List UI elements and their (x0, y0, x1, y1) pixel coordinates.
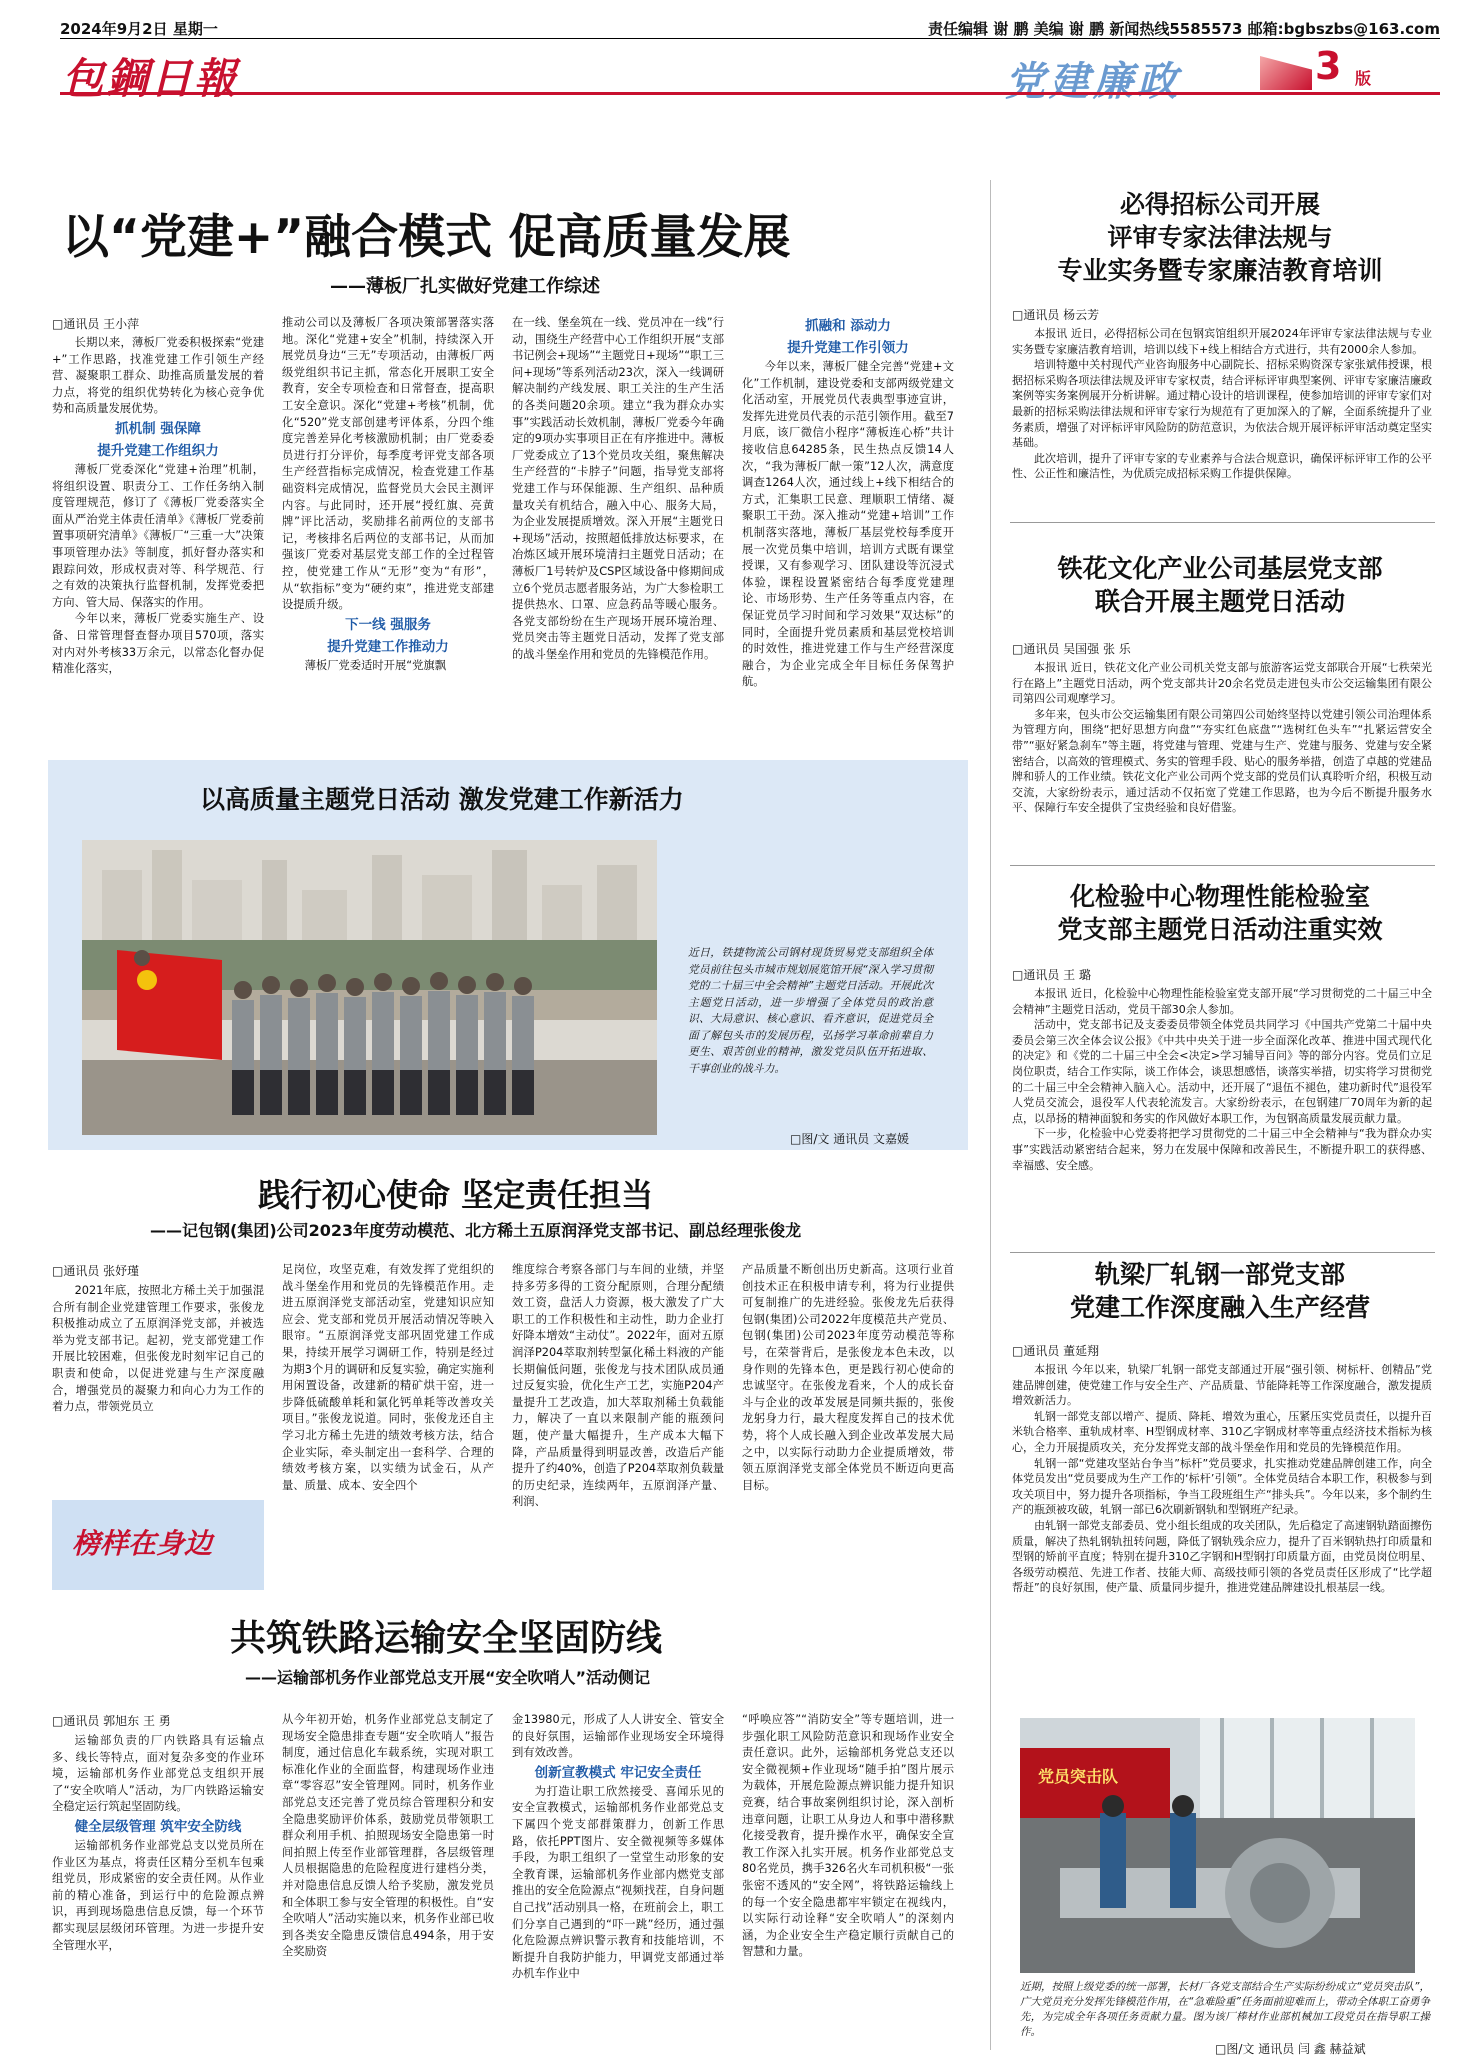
article2-col4: 产品质量不断创出历史新高。这项行业首创技术正在积极申请专利，将为行业提供可复制推广的先进经验。张俊龙先后获得包钢(集团)公司2022年度模范共产党员、包钢(集团)公司2023年度劳动模范等称号，在荣誉背后，是张俊龙本色未改，以身作则的先锋本色，更是践行初心使命的忠诚坚守。在张俊龙看来，个人的成长奋斗与企业的改革发展是同频共振的，张俊龙躬身力行，最大程度发挥自己的技术优势，将个人成长融入到企业改革发展大局之中，以实际行动助力企业提质增效，带领五原润泽党支部全体党员不断迈向更高目标。 (742, 1263, 954, 1492)
issue-date: 2024年9月2日 星期一 (60, 20, 218, 38)
article3-col2: 从今年初开始，机务作业部党总支制定了现场安全隐患排查专题“安全吹哨人”报告制度，通过信息化车载系统，实现对职工标准化作业的全面监督，构建现场作业违章“零容忍”安全管理网。同时，机务作业部党总支还完善了党员综合管理积分和安全隐患奖励评价体系，鼓励党员带领职工群众利用手机、拍照现场安全隐患第一时间拍照上传至作业部管理群，各层级管理人员根据隐患的危险程度进行建档分类，并对隐患信息反馈人给予奖励，激发党员和全体职工参与安全管理的积极性。自“安全吹哨人”活动实施以来，机务作业部已收到各类安全隐患反馈信息494条，用于安全奖励资 (282, 1713, 494, 1959)
r4-caption: 近期，按照上级党委的统一部署，长材厂各党支部结合生产实际纷纷成立“党员突击队”，广大党员充分发挥先锋模范作用，在“急难险重”任务面前迎难而上，带动全体职工奋勇争先，为完成全年各项任务贡献力量。图为该厂棒材作业部机械加工段党员在指导职工操作。 (1020, 1981, 1430, 2038)
r-divider (1010, 865, 1435, 866)
r3-byline: □通讯员 王 璐 (1012, 968, 1091, 982)
r-divider (1010, 522, 1435, 523)
box-credit: □图/文 通讯员 文嘉媛 (790, 1132, 910, 1146)
article3-heading1: 健全层级管理 筑牢安全防线 (74, 1818, 242, 1835)
article1-col1: 长期以来，薄板厂党委积极探索“党建+”工作思路，找准党建工作引领生产经营、凝聚职工群众、助推高质量发展的着力点，将党的组织优势转化为核心竞争优势和高质量发展优势。 抓机制 强保障 提升党建工作组织力 薄板厂党委深化“党建+治理”机制，将组织设置、职责分工、工作任务纳入制度管理规范，修订了《薄板厂党委落实全面从严治党主体责任清单》《薄板厂党委前置事项研究清单》《薄板厂“三重一大”决策事项管理办法》等制度，抓好督办落实和跟踪问效，形成权责对等、科学规范、行之有效的决策执行监督机制，发挥党委把方向、管大局、保落实的作用。 今年以来，薄板厂党委实施生产、设备、日常管理督查督办项目570项，落实对内对外考核33万余元，以常态化督办促精准化落实， (52, 336, 264, 676)
newspaper-logo: 包鋼日報 (62, 54, 239, 103)
column-separator (990, 180, 991, 2050)
article1-heading2: 提升党建工作组织力 (97, 442, 219, 459)
group-photo (82, 840, 657, 1135)
article3-col4: “呼唤应答”“消防安全”等专题培训，进一步强化职工风险防范意识和现场作业安全责任意识。此外，运输部机务党总支还以安全微视频+作业现场“随手拍”图片展示为载体，开展危险源点辨识能力提升知识竞赛，结合事故案例组织讨论，深入剖析违章问题，让职工从身边人和事中潜移默化接受教育，提升操作水平，确保安全宣教工作深入扎实开展。机务作业部党总支80名党员，携手326名火车司机积极“一张张密不透风的“安全网”，将铁路运输线上的每一个安全隐患都牢牢锁定在视线内，以实际行动诠释“安全吹哨人”的深刻内涵，为企业安全生产稳定顺行贡献自己的智慧和力量。 (742, 1713, 954, 1959)
article1-heading1: 抓机制 强保障 (115, 420, 201, 437)
r1-body: 本报讯 近日，必得招标公司在包钢宾馆组织开展2024年评审专家法律法规与专业实务暨专家廉洁教育培训，培训以线下+线上相结合方式进行，共有2000余人参加。 培训特邀中关村现代产业咨询服务中心副院长、招标采购资深专家张斌伟授课，根据招标采购各项法律法规及评审专家权责，结合评标评审典型案例、评审专家廉洁廉政案例等实务案例展开分析讲解。通过精心设计的培训课程，使参加培训的评审专家们对最新的招标采购法律法规和评审专家行为规范有了更加深入的了解，全面系统提升了业务素质，增强了对评标评审风险防的防范意识，为依法合规开展评标评审活动奠定坚实基础。 此次培训，提升了评审专家的专业素养与合法合规意识，确保评标评审工作的公平性、公正性和廉洁性，为优质完成招标采购工作提供保障。 (1012, 327, 1432, 481)
r2-byline: □通讯员 吴国强 张 乐 (1012, 642, 1131, 656)
r1-byline: □通讯员 杨云芳 (1012, 308, 1100, 322)
article3-title: 共筑铁路运输安全坚固防线 (230, 1618, 663, 1659)
factory-photo-svg (1020, 1718, 1415, 1973)
r4-body: 本报讯 今年以来，轨梁厂轧钢一部党支部通过开展“强引领、树标杆、创精品”党建品牌创建，使党建工作与安全生产、产品质量、节能降耗等工作深度融合，激发提质增效新活力。 轧钢一部党支部以增产、提质、降耗、增效为重心，压紧压实党员责任，以提升百米轨合格率、重轨成材率、H型钢成材率、310乙字钢成材率等重点经济技术指标为核心，全力开展提质攻关，充分发挥党支部的战斗堡垒作用和党员的先锋模范作用。 轧钢一部“党建攻坚站台争当”标杆”党员要求，扎实推动党建品牌创建工作，向全体党员发出“党员要成为生产工作的‘标杆’引领”。全体党员结合本职工作，积极参与到攻关项目中，努力提升各项指标，争当工段班组生产“排头兵”。今年以来，多个制约生产的瓶颈被攻破，轧钢一部已6次刷新钢轨和型钢班产纪录。 由轧钢一部党支部委员、党小组长组成的攻关团队，先后稳定了高速钢轨踏面擦伤质量，解决了热轧钢轨扭转问题，降低了钢轨残余应力，提升了百米钢轨热打印质量和型钢的矫前平直度；特别在提升310乙字钢和H型钢打印质量方面，由党员岗位明星、各级劳动模范、先进工作者、技能大师、高级技师引领的各党员责任区形成了“比学超帮赶”的良好氛围，使产量、质量同步提升，推进党建品牌建设扎根基层一线。 (1012, 1363, 1432, 1595)
r2-title: 铁花文化产业公司基层党支部 联合开展主题党日活动 (1057, 554, 1383, 616)
banner-text: 榜样在身边 (72, 1527, 213, 1560)
article1-heading5: 抓融和 添动力 (805, 318, 891, 334)
article1-heading3: 下一线 强服务 (345, 616, 431, 633)
section-title: 党建廉政 (1005, 58, 1181, 105)
article2-col1: 2021年底，按照北方稀土关于加强混合所有制企业党建管理工作要求，张俊龙积极推动成立了五原润泽党支部，并被选举为党支部书记。起初，党支部党建工作开展比较困难，但张俊龙时刻牢记自己的职责和使命，以促进党建与生产深度融合，增强党员的凝聚力和向心力为工作的着力点，带领党员立 (52, 1284, 264, 1414)
article1-subtitle: ——薄板厂扎实做好党建工作综述 (330, 276, 600, 297)
editor-info: 责任编辑 谢 鹏 美编 谢 鹏 新闻热线5585573 邮箱:bgbszbs@163.com (928, 20, 1440, 38)
article3-byline: □通讯员 郭旭东 王 勇 (52, 1714, 171, 1728)
article2-byline: □通讯员 张妤瑾 (52, 1264, 140, 1278)
article2-col3: 维度综合考察各部门与车间的业绩，并坚持多劳多得的工资分配原则，合理分配绩效工资，盘活人力资源，极大激发了广大职工的工作积极性和主动性，助力企业打好降本增效“主动仗”。2022年，面对五原润泽P204萃取剂转型氯化稀土料液的产能长期偏低问题，张俊龙与技术团队成员通过反复实验，优化生产工艺，实施P204产量提升工艺改造，加大萃取剂稀土负载能力，解决了一直以来限制产能的瓶颈问题，使产量大幅提升，生产成本大幅下降，产品质量得到明显改善，改造后产能提升了约40%，创造了P204萃取剂负载量的历史纪录，连续两年，五原润泽产量、利润、 (512, 1263, 724, 1509)
masthead-rule (60, 92, 1440, 95)
article1-byline: □通讯员 王小萍 (52, 317, 140, 331)
r4-byline: □通讯员 董延翔 (1012, 1344, 1100, 1358)
r2-body: 本报讯 近日，铁花文化产业公司机关党支部与旅游客运党支部联合开展“七秩荣光 行在路上”主题党日活动，两个党支部共计20余名党员走进包头市公交运输集团有限公司第四公司观摩学习。 多年来，包头市公交运输集团有限公司第四公司始终坚持以党建引领公司治理体系为管理方向，围绕“把好思想方向盘”“夯实红色底盘”“选树红色头车”“扎紧运营安全带”“驱好紧急刹车”等主题，将党建与管理、党建与生产、党建与服务、党建与安全紧密结合，以高效的管理模式、务实的管理手段、贴心的服务举措，创造了卓越的党建品牌和骄人的工作业绩。铁花文化产业公司两个党支部的党员们认真聆听介绍，积极互动交流，大家纷纷表示，通过活动不仅拓宽了党建工作思路，也为今后不断提升服务水平、保障行车安全提供了宝贵经验和良好借鉴。 (1012, 661, 1432, 815)
factory-photo (1020, 1718, 1415, 1973)
top-bar (60, 18, 1440, 39)
article2-col2: 足岗位，攻坚克难，有效发挥了党组织的战斗堡垒作用和党员的先锋模范作用。走进五原润泽党支部活动室，党建知识应知应会、党支部和党员开展活动情况等映入眼帘。“五原润泽党支部巩固党建工作成果，持续开展学习调研工作，特别是经过为期3个月的调研和反复实验，确定实施利用闲置设备，改建新的精矿烘干窑，进一步降低硫酸单耗和氯化钙单耗等改善攻关项目。”张俊龙说道。同时，张俊龙还自主学习北方稀土先进的绩效考核方法，结合企业实际，牵头制定出一套科学、合理的绩效考核方案，以实绩为试金石，从产量、质量、成本、安全四个 (282, 1263, 494, 1492)
article3-heading2: 创新宣教模式 牢记安全责任 (534, 1764, 702, 1781)
r4-credit: □图/文 通讯员 闫 鑫 赫益斌 (1215, 2042, 1366, 2056)
article1-col2: 推动公司以及薄板厂各项决策部署落实落地。深化“党建+安全”机制，持续深入开展党员身边“三无”专项活动，由薄板厂两级党组织书记主抓，常态化开展职工安全教育，安全专项检查和日常督查，提高职工安全意识。深化“党建+考核”机制，优化“520”党支部创建考评体系，分四个维度完善差异化考核激励机制；由厂党委委员进行打分评价，每季度考评党支部各项生产经营指标完成情况，检查党建工作基础资料完成情况，监督党员大会民主测评内容。与此同时，还开展“授红旗、亮黄牌”评比活动，奖励排名前两位的支部书记，考核排名后两位的支部书记，从而加强该厂党委对基层党支部工作的全过程管控，使党建工作从“无形”变为“有形”，从“软指标”变为“硬约束”，推进党支部建设提质升级。 下一线 强服务 提升党建工作推动力 薄板厂党委适时开展“党旗飘 (282, 316, 494, 672)
article1-col3: 在一线、堡垒筑在一线、党员冲在一线”行动，围绕生产经营中心工作组织开展“支部书记例会+现场”“主题党日+现场”“职工三问+现场”等系列活动23次，深入一线调研解决制约产线发展、职工关注的生产生活的各类问题20余项。建立“我为群众办实事”实践活动长效机制，薄板厂党委今年确定的9项办实事项目正在有序推进中。薄板厂党委成立了13个党员攻关组，聚焦解决生产经营的“卡脖子”问题，指导党支部将党建工作与环保能源、生产组织、品种质量攻关有机结合，融入中心、服务大局，为企业发展提质增效。深入开展“主题党日+现场”活动，按照超低排放达标要求，在冶炼区域开展环境清扫主题党日活动；在薄板厂1号转炉及CSP区域设备中修期间成立6个党员志愿者服务站，为广大参检职工提供热水、口罩、应急药品等暖心服务。各党支部纷纷在生产现场开展环境治理、党员突击等主题党日活动，发挥了党支部的战斗堡垒作用和党员的先锋模范作用。 (512, 316, 724, 661)
r-divider (1010, 1252, 1435, 1253)
article3-col1: 运输部负责的厂内铁路具有运输点多、线长等特点，面对复杂多变的作业环境，运输部机务作业部党总支组织开展了“安全吹哨人”活动，为厂内铁路运输安全稳定运行筑起坚固防线。 健全层级管理 筑牢安全防线 运输部机务作业部党总支以党员所在作业区为基点，将责任区精分至机车包乘组党员，形成紧密的安全责任网。从作业前的精心准备，到运行中的危险源点辨识，再到现场隐患信息反馈，每一个环节都实现层层级闭环管理。为进一步提升安全管理水平， (52, 1734, 264, 1952)
squad-sign: 党员突击队 (1038, 1767, 1119, 1786)
article2-subtitle: ——记包钢(集团)公司2023年度劳动模范、北方稀土五原润泽党支部书记、副总经理张俊龙 (150, 1221, 802, 1240)
box-title: 以高质量主题党日活动 激发党建工作新活力 (200, 785, 684, 814)
page-number: 3 (1315, 44, 1342, 88)
article1-title: 以“党建+”融合模式 促高质量发展 (62, 210, 791, 265)
group-photo-svg (82, 840, 657, 1135)
r3-title: 化检验中心物理性能检验室 党支部主题党日活动注重实效 (1057, 882, 1383, 944)
article1-col4: 抓融和 添动力 提升党建工作引领力 今年以来，薄板厂健全完善“党建+文化”工作机制，建设党委和支部两级党建文化活动室，开展党员代表典型事迹宣讲，发挥先进党员代表的示范引领作用。截至7月底，该厂微信小程序“薄板连心桥”共计接收信息64285条，民生热点反馈14人次，“我为薄板厂献一策”12人次，满意度调查1264人次，通过线上+线下相结合的方式，汇集职工民意、理顺职工情绪、凝聚职工干劲。深入推动“党建+培训”工作机制落实落地，薄板厂基层党校每季度开展一次党员集中培训，培训方式既有课堂授课，又有参观学习、团队建设等沉浸式体验，课程设置紧密结合每季度党建理论、市场形势、生产任务等重点内容，在保证党员学习时间和学习效果“双达标”的同时，全面提升党员素质和基层党校培训的时效性，推进党建工作与生产经营深度融合，为企业完成全年目标任务保驾护航。 (742, 315, 954, 735)
r1-title: 必得招标公司开展 评审专家法律法规与 专业实务暨专家廉洁教育培训 (1057, 190, 1383, 285)
article3-col3: 金13980元，形成了人人讲安全、管安全的良好氛围，运输部作业现场安全环境得到有效改善。 创新宣教模式 牢记安全责任 为打造让职工欣然接受、喜闻乐见的安全宣教模式，运输部机务作业部党总支下属四个党支部群策群力，创新工作思路，依托PPT图片、安全微视频等多媒体手段，为职工组织了一堂堂生动形象的安全教育课，运输部机务作业部内燃党支部推出的安全危险源点“视频找茬，自身问题自己找”活动别具一格，在班前会上，职工们分享自己遇到的“吓一跳”经历，通过强化危险源点辨识警示教育和技能培训，不断提升自我防护能力，甲调党支部通过举办机车作业中 (512, 1713, 724, 1981)
article2-title: 践行初心使命 坚定责任担当 (258, 1176, 654, 1214)
box-caption: 近日，铁捷物流公司钢材现货贸易党支部组织全体党员前往包头市城市规划展览馆开展“深入学习贯彻党的二十届三中全会精神”主题党日活动。开展此次主题党日活动，进一步增强了全体党员的政治意识、大局意识、核心意识、看齐意识，促进党员全面了解包头市的发展历程，弘扬学习革命前辈自力更生、艰苦创业的精神，激发党员队伍开拓进取、干事创业的战斗力。 (688, 946, 933, 1075)
r3-body: 本报讯 近日，化检验中心物理性能检验室党支部开展“学习贯彻党的二十届三中全会精神”主题党日活动，党员干部30余人参加。 活动中，党支部书记及支委委员带领全体党员共同学习《中国共产党第二十届中央委员会第三次全体会议公报》《中共中央关于进一步全面深化改革、推进中国式现代化的决定》和《党的二十届三中全会<决定>学习辅导百问》等的部分内容。党员们立足岗位职责，结合工作实际，谈工作体会，谈思想感悟，谈落实举措，切实将学习贯彻党的二十届三中全会精神入脑入心。活动中，还开展了“退伍不褪色，建功新时代”退役军人党员交流会，退役军人代表轮流发言。大家纷纷表示，在包钢建厂70周年为新的起点，以昂扬的精神面貌和务实的作风做好本职工作，为包钢高质量发展贡献力量。 下一步，化检验中心党委将把学习贯彻党的二十届三中全会精神与“我为群众办实事”实践活动紧密结合起来，努力在发展中保障和改善民生，不断提升职工的获得感、幸福感、安全感。 (1012, 987, 1432, 1172)
page-badge-icon (1260, 56, 1312, 90)
article3-subtitle: ——运输部机务作业部党总支开展“安全吹哨人”活动侧记 (245, 1668, 651, 1687)
page-unit: 版 (1355, 69, 1372, 88)
r4-title: 轨梁厂轧钢一部党支部 党建工作深度融入生产经营 (1069, 1260, 1370, 1322)
article1-heading6: 提升党建工作引领力 (787, 340, 909, 356)
article1-heading4: 提升党建工作推动力 (327, 638, 449, 655)
role-model-banner (52, 1500, 264, 1590)
